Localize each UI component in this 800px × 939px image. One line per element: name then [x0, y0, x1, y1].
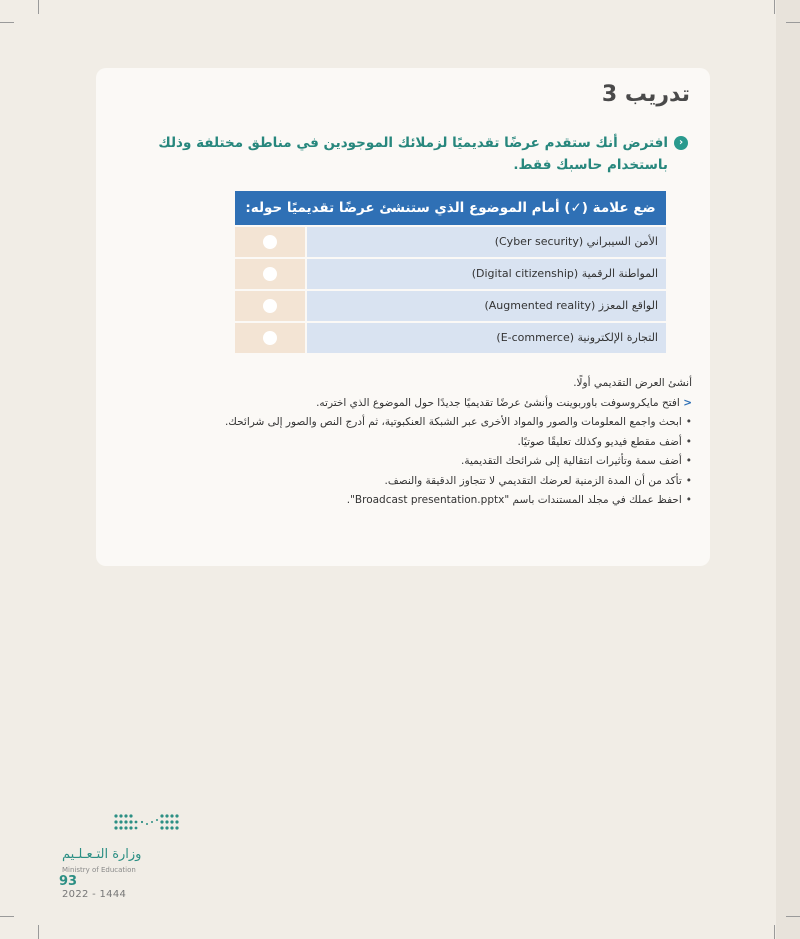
list-item-text: أضف سمة وتأثيرات انتقالية إلى شرائحك التقديمية. [461, 455, 682, 467]
checkbox-circle[interactable] [263, 331, 277, 345]
bullet-icon: • [685, 416, 692, 428]
checkbox-circle[interactable] [263, 299, 277, 313]
page-edge-strip [776, 0, 800, 939]
topic-label: المواطنة الرقمية (Digital citizenship) [307, 259, 666, 289]
check-cell[interactable] [235, 227, 305, 257]
instruction-step [112, 394, 692, 414]
table-row [235, 323, 666, 353]
instructions [112, 374, 692, 511]
ministry-name-ar: وزارة التـعـلـيم [62, 847, 142, 862]
crop-mark [786, 22, 800, 23]
check-cell[interactable] [235, 291, 305, 321]
crop-mark [38, 925, 39, 939]
ministry-logo-icon [104, 812, 204, 834]
list-item-text: أضف مقطع فيديو وكذلك تعليقًا صوتيًا. [517, 435, 682, 448]
topic-table [235, 191, 666, 353]
arrow-icon: < [683, 396, 692, 409]
list-item [112, 472, 692, 492]
bullet-icon: • [685, 455, 692, 467]
list-item [112, 452, 692, 472]
list-item-text: ابحث واجمع المعلومات والصور والمواد الأخرى عبر الشبكة العنكبوتية، ثم أدرج النص والصور إلى شرائحك. [224, 416, 682, 428]
topic-label: الأمن السيبراني (Cyber security) [307, 227, 666, 257]
ministry-name-en: Ministry of Education [62, 866, 136, 874]
checkbox-circle[interactable] [263, 267, 277, 281]
page-number: 93 [59, 874, 78, 889]
crop-mark [0, 916, 14, 917]
crop-mark [786, 916, 800, 917]
question-text: افترض أنك ستقدم عرضًا تقديميًا لزملائك الموجودين في مناطق مختلفة وذلك باستخدام حاسبك فقط. [158, 135, 668, 173]
list-item [112, 413, 692, 433]
table-header: ضع علامة (✓) أمام الموضوع الذي ستنشئ عرضًا تقديميًا حوله: [235, 191, 666, 225]
table-row [235, 259, 666, 289]
check-cell[interactable] [235, 259, 305, 289]
crop-mark [0, 22, 14, 23]
table-row [235, 227, 666, 257]
bullet-icon: • [685, 474, 692, 487]
step-text: افتح مايكروسوفت باوربوينت وأنشئ عرضًا تقديميًا جديدًا حول الموضوع الذي اخترته. [316, 396, 680, 409]
check-cell[interactable] [235, 323, 305, 353]
topic-label: الواقع المعزز (Augmented reality) [307, 291, 666, 321]
instructions-intro: أنشئ العرض التقديمي أولًا. [573, 377, 692, 389]
checkbox-circle[interactable] [263, 235, 277, 249]
list-item [112, 433, 692, 453]
crop-mark [774, 925, 775, 939]
bullet-icon: • [685, 494, 692, 506]
question [113, 132, 688, 176]
exercise-card [96, 68, 710, 566]
list-item-text: تأكد من أن المدة الزمنية لعرضك التقديمي لا تتجاوز الدقيقة والنصف. [384, 474, 682, 487]
topic-label: التجارة الإلكترونية (E-commerce) [307, 323, 666, 353]
chevron-icon: ‹ [674, 136, 688, 150]
exercise-title: تدريب 3 [601, 82, 690, 107]
table-row [235, 291, 666, 321]
list-item-text: احفظ عملك في مجلد المستندات باسم "Broadcast presentation.pptx". [346, 494, 682, 506]
crop-mark [38, 0, 39, 14]
crop-mark [774, 0, 775, 14]
list-item [112, 491, 692, 511]
bullet-icon: • [685, 435, 692, 448]
edition-year: 2022 - 1444 [62, 889, 127, 900]
